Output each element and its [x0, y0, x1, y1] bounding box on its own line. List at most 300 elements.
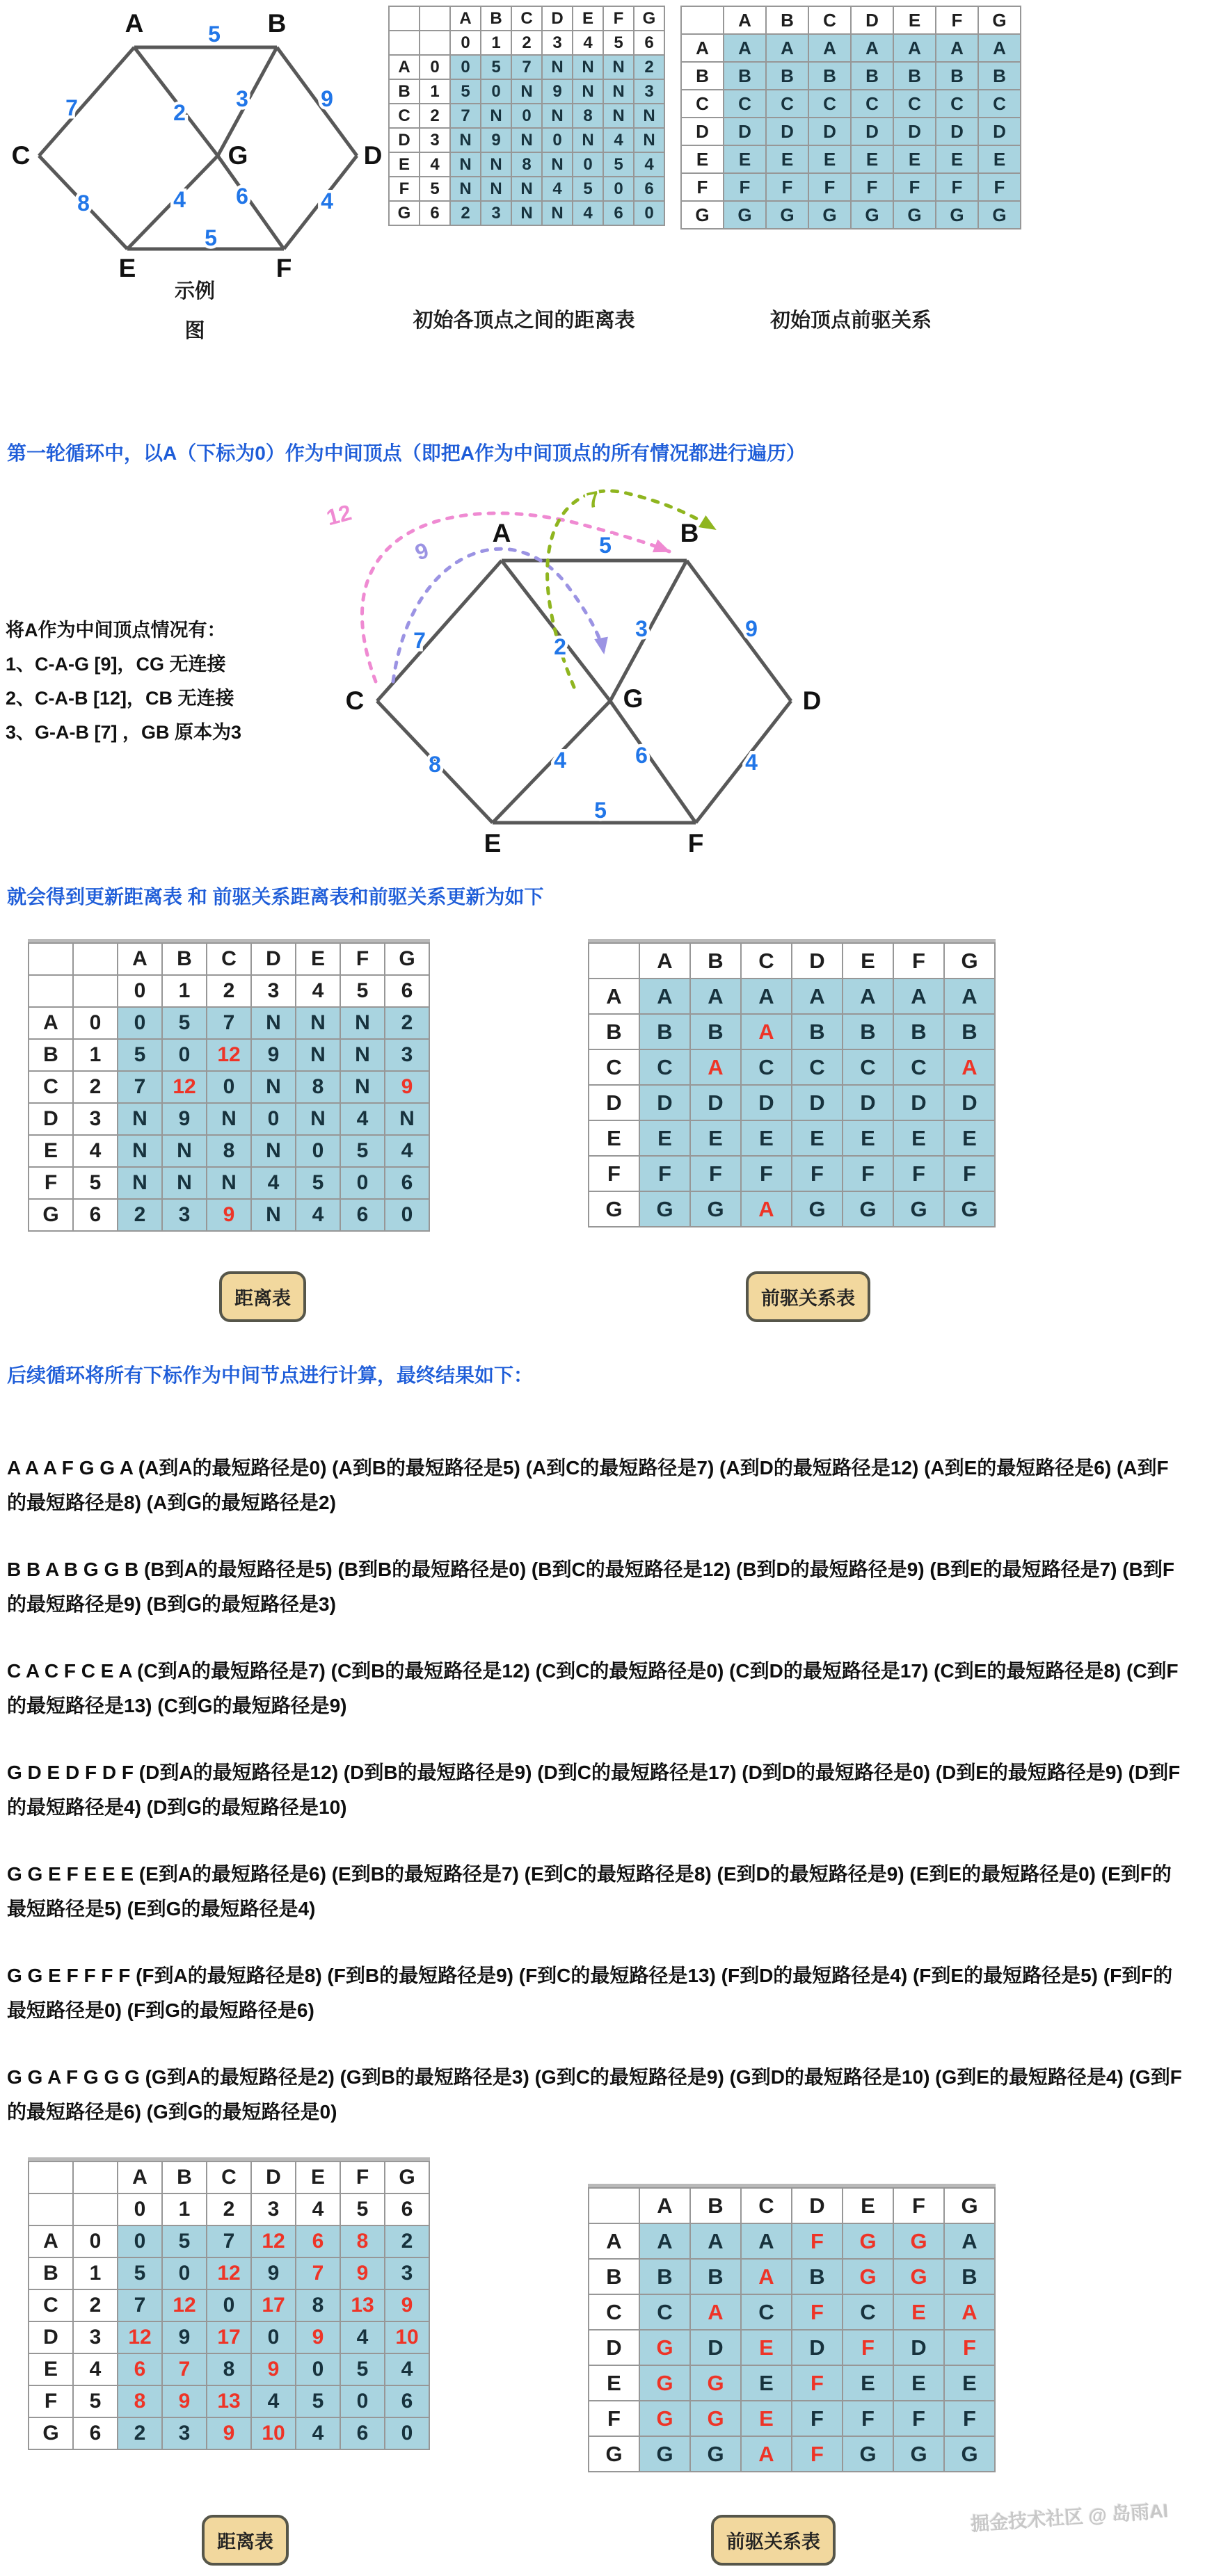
data-cell: N [450, 152, 481, 177]
data-cell: 9 [207, 2417, 251, 2449]
data-cell: E [893, 1120, 944, 1156]
edge-weight-label: 6 [635, 743, 648, 768]
data-cell: 3 [634, 79, 664, 104]
data-cell: 6 [385, 2385, 429, 2417]
row-header-cell: G [589, 1191, 639, 1227]
data-cell: B [944, 1014, 995, 1049]
data-cell: A [808, 34, 851, 62]
row-index-cell: 1 [73, 2257, 118, 2289]
data-cell: F [893, 2401, 944, 2436]
data-cell: 6 [340, 1199, 385, 1231]
column-index-cell: 5 [340, 975, 385, 1007]
data-cell: 4 [296, 2417, 340, 2449]
data-cell: F [792, 2436, 843, 2472]
data-cell: 5 [573, 177, 603, 201]
distance-table-button[interactable]: 距离表 [219, 1271, 306, 1322]
data-cell: 13 [207, 2385, 251, 2417]
data-cell: 3 [481, 201, 511, 225]
data-cell: B [724, 62, 766, 90]
data-cell: A [851, 34, 893, 62]
column-header-cell: F [936, 6, 978, 34]
data-cell: G [792, 1191, 843, 1227]
data-cell: 7 [296, 2257, 340, 2289]
data-cell: 0 [118, 2225, 162, 2257]
example-graph [6, 4, 385, 296]
data-cell: B [690, 2259, 741, 2294]
data-cell: F [978, 173, 1021, 201]
data-cell: F [690, 1156, 741, 1191]
data-cell: 0 [450, 55, 481, 79]
row-header-cell: F [29, 1167, 73, 1199]
column-header-cell: F [340, 943, 385, 975]
initial-pred-table-container [680, 6, 1021, 230]
data-cell: D [808, 118, 851, 145]
data-cell: A [936, 34, 978, 62]
corner-cell [389, 6, 420, 31]
data-cell: D [792, 1085, 843, 1120]
final-distance-table-container [28, 2161, 430, 2450]
data-cell: D [843, 1085, 893, 1120]
data-cell: 4 [603, 128, 634, 152]
data-cell: G [893, 2259, 944, 2294]
data-cell: N [511, 201, 542, 225]
data-cell: 0 [340, 1167, 385, 1199]
corner-cell [420, 31, 450, 55]
column-header-cell: C [741, 2188, 792, 2223]
data-cell: 5 [340, 2353, 385, 2385]
data-cell: C [766, 90, 808, 118]
data-cell: A [792, 979, 843, 1014]
data-cell: 4 [251, 2385, 296, 2417]
initial-pred-caption: 初始顶点前驱关系 [769, 309, 932, 332]
column-index-cell: 6 [385, 2193, 429, 2225]
graph-edge [610, 561, 687, 701]
notes-item: 3、G-A-B [7] ，GB 原本为3 [6, 722, 242, 743]
column-header-cell: G [944, 2188, 995, 2223]
column-index-cell: 1 [481, 31, 511, 55]
row-header-cell: A [681, 34, 724, 62]
data-cell: G [893, 2223, 944, 2259]
data-cell: 0 [385, 2417, 429, 2449]
data-cell: N [207, 1167, 251, 1199]
row-header-cell: B [389, 79, 420, 104]
vertex-label: D [802, 686, 822, 715]
column-index-cell: 3 [542, 31, 573, 55]
edge-weight-label: 5 [208, 22, 221, 47]
data-cell: 0 [511, 104, 542, 128]
data-cell: 0 [634, 201, 664, 225]
edge-weight-label: 5 [599, 533, 612, 558]
row-header-cell: B [589, 2259, 639, 2294]
data-cell: 2 [385, 2225, 429, 2257]
row-index-cell: 6 [73, 1199, 118, 1231]
data-cell: F [944, 2330, 995, 2365]
data-cell: 12 [118, 2321, 162, 2353]
data-cell: G [944, 2436, 995, 2472]
data-cell: 3 [385, 2257, 429, 2289]
edge-weight-label: 7 [65, 95, 78, 120]
row-header-cell: A [29, 1007, 73, 1039]
data-cell: 9 [251, 1039, 296, 1071]
vertex-label: F [687, 829, 704, 858]
column-index-cell: 2 [207, 2193, 251, 2225]
column-header-cell: D [792, 2188, 843, 2223]
row-index-cell: 6 [73, 2417, 118, 2449]
round1-heading: 第一轮循环中，以A（下标为0）作为中间顶点（即把A作为中间顶点的所有情况都进行遍历） [7, 442, 806, 464]
column-index-cell: 0 [118, 2193, 162, 2225]
data-cell: F [792, 2365, 843, 2401]
data-cell: B [893, 1014, 944, 1049]
row-index-cell: 0 [73, 2225, 118, 2257]
data-cell: E [741, 2401, 792, 2436]
distance-table-button-2[interactable]: 距离表 [202, 2515, 289, 2566]
corner-cell [73, 975, 118, 1007]
column-header-cell: D [251, 943, 296, 975]
row-index-cell: 3 [73, 2321, 118, 2353]
graph-edge [610, 701, 696, 823]
data-cell: F [792, 2294, 843, 2330]
column-index-cell: 4 [296, 975, 340, 1007]
row-header-cell: E [29, 2353, 73, 2385]
data-cell: N [118, 1103, 162, 1135]
data-cell: 9 [162, 2321, 207, 2353]
row-index-cell: 3 [420, 128, 450, 152]
data-cell: F [843, 2330, 893, 2365]
corner-cell [589, 2188, 639, 2223]
column-header-cell: C [808, 6, 851, 34]
data-cell: 9 [385, 2289, 429, 2321]
data-cell: 6 [296, 2225, 340, 2257]
data-cell: F [936, 173, 978, 201]
edge-weight-label: 8 [77, 191, 90, 216]
data-cell: A [978, 34, 1021, 62]
graph-edge [277, 47, 357, 156]
data-cell: 6 [118, 2353, 162, 2385]
data-cell: 9 [251, 2257, 296, 2289]
data-cell: 9 [162, 1103, 207, 1135]
column-header-cell: A [639, 2188, 690, 2223]
data-cell: E [936, 145, 978, 173]
row-index-cell: 0 [73, 1007, 118, 1039]
data-cell: A [741, 2259, 792, 2294]
example-graph-caption [139, 275, 250, 344]
data-cell: 4 [385, 1135, 429, 1167]
column-index-cell: 1 [162, 975, 207, 1007]
data-cell: 8 [118, 2385, 162, 2417]
data-cell: D [893, 1085, 944, 1120]
row-header-cell: C [681, 90, 724, 118]
data-cell: C [851, 90, 893, 118]
data-cell: F [843, 1156, 893, 1191]
data-cell: G [843, 2436, 893, 2472]
data-cell: G [978, 201, 1021, 229]
data-cell: 12 [251, 2225, 296, 2257]
data-cell: 5 [296, 1167, 340, 1199]
data-cell: 13 [340, 2289, 385, 2321]
data-cell: 12 [162, 2289, 207, 2321]
data-cell: N [481, 177, 511, 201]
data-cell: N [251, 1071, 296, 1103]
data-cell: N [573, 55, 603, 79]
column-index-cell: 3 [251, 2193, 296, 2225]
column-header-cell: G [978, 6, 1021, 34]
row-header-cell: D [681, 118, 724, 145]
notes-item: 2、C-A-B [12]，CB 无连接 [6, 688, 234, 709]
shortcut-arrow-C-A-B [362, 513, 669, 682]
round1-distance-table-wrap [28, 939, 430, 1232]
data-cell: 3 [162, 1199, 207, 1231]
row-header-cell: A [589, 979, 639, 1014]
data-cell: N [542, 152, 573, 177]
data-cell: F [893, 1156, 944, 1191]
final-heading: 后续循环将所有下标作为中间节点进行计算，最终结果如下： [7, 1365, 534, 1386]
data-cell: 9 [340, 2257, 385, 2289]
pred-table-button[interactable]: 前驱关系表 [746, 1271, 870, 1322]
column-header-cell: B [690, 2188, 741, 2223]
vertex-label: F [276, 254, 292, 282]
data-cell: 7 [118, 1071, 162, 1103]
data-cell: 9 [481, 128, 511, 152]
data-cell: 9 [162, 2385, 207, 2417]
data-cell: 2 [450, 201, 481, 225]
column-index-cell: 5 [603, 31, 634, 55]
data-cell: N [450, 177, 481, 201]
data-cell: D [690, 1085, 741, 1120]
result-paragraph: G D E D F D F (D到A的最短路径是12) (D到B的最短路径是9) (D到C的最短路径是17) (D到D的最短路径是0) (D到E的最短路径是9) (D到F的最短路径是4) (D到G的最短路径是10) [7, 1762, 1181, 1818]
row-index-cell: 5 [73, 1167, 118, 1199]
data-cell: 2 [118, 1199, 162, 1231]
column-header-cell: C [207, 943, 251, 975]
data-cell: C [843, 2294, 893, 2330]
row-header-cell: E [389, 152, 420, 177]
result-paragraph: A A A F G G A (A到A的最短路径是0) (A到B的最短路径是5) (A到C的最短路径是7) (A到D的最短路径是12) (A到E的最短路径是6) (A到F的最短路径是8) (A到G的最短路径是2) [7, 1457, 1169, 1513]
data-cell: A [741, 979, 792, 1014]
row-header-cell: B [29, 2257, 73, 2289]
corner-cell [389, 31, 420, 55]
data-cell: 2 [385, 1007, 429, 1039]
column-header-cell: D [851, 6, 893, 34]
data-cell: G [639, 1191, 690, 1227]
after-round1-heading: 就会得到更新距离表 和 前驱关系距离表和前驱关系更新为如下 [7, 886, 544, 908]
column-header-cell: C [511, 6, 542, 31]
edge-weight-label: 3 [635, 616, 648, 641]
column-header-cell: E [893, 6, 936, 34]
data-cell: 0 [207, 2289, 251, 2321]
graph-edge [39, 47, 134, 156]
column-header-cell: A [724, 6, 766, 34]
row-header-cell: F [589, 1156, 639, 1191]
row-header-cell: E [589, 2365, 639, 2401]
data-cell: 7 [207, 1007, 251, 1039]
column-index-cell: 6 [385, 975, 429, 1007]
row-header-cell: E [681, 145, 724, 173]
data-cell: 4 [251, 1167, 296, 1199]
data-cell: G [893, 201, 936, 229]
data-cell: 17 [251, 2289, 296, 2321]
data-cell: E [944, 1120, 995, 1156]
column-header-cell: E [296, 2162, 340, 2193]
data-cell: G [639, 2365, 690, 2401]
round1-distance-table-container [28, 942, 430, 1232]
data-cell: B [936, 62, 978, 90]
final-distance-table-wrap [28, 2157, 430, 2450]
row-index-cell: 4 [420, 152, 450, 177]
data-cell: 9 [385, 1071, 429, 1103]
row-index-cell: 5 [420, 177, 450, 201]
data-cell: 5 [481, 55, 511, 79]
column-header-cell: E [843, 943, 893, 979]
data-cell: E [944, 2365, 995, 2401]
edge-weight-label: 4 [745, 750, 758, 775]
data-cell: D [893, 2330, 944, 2365]
data-cell: 0 [385, 1199, 429, 1231]
data-cell: D [893, 118, 936, 145]
notes-title: 将A作为中间顶点情况有： [6, 620, 226, 641]
graph-edge [696, 701, 791, 823]
data-cell: G [766, 201, 808, 229]
data-cell: F [944, 1156, 995, 1191]
column-index-cell: 2 [207, 975, 251, 1007]
data-cell: G [893, 2436, 944, 2472]
data-cell: N [603, 104, 634, 128]
round1-pred-table-wrap [588, 939, 996, 1227]
data-cell: 6 [634, 177, 664, 201]
data-cell: G [639, 2436, 690, 2472]
data-cell: G [843, 2259, 893, 2294]
data-cell: B [978, 62, 1021, 90]
data-cell: F [639, 1156, 690, 1191]
column-header-cell: A [450, 6, 481, 31]
row-header-cell: D [589, 2330, 639, 2365]
row-header-cell: D [589, 1085, 639, 1120]
vertex-label: E [118, 254, 136, 282]
data-cell: 7 [162, 2353, 207, 2385]
data-cell: N [207, 1103, 251, 1135]
initial-pred-table [680, 6, 1021, 230]
column-header-cell: B [690, 943, 741, 979]
data-cell: 4 [573, 201, 603, 225]
data-cell: 0 [207, 1071, 251, 1103]
data-cell: 8 [573, 104, 603, 128]
data-cell: 7 [207, 2225, 251, 2257]
row-header-cell: E [589, 1120, 639, 1156]
data-cell: A [741, 2223, 792, 2259]
shortcut-arrow-C-A-G [393, 549, 604, 682]
data-cell: 0 [251, 2321, 296, 2353]
data-cell: 9 [207, 1199, 251, 1231]
data-cell: N [603, 55, 634, 79]
vertex-label: G [623, 684, 644, 713]
data-cell: D [724, 118, 766, 145]
data-cell: 5 [603, 152, 634, 177]
data-cell: 2 [118, 2417, 162, 2449]
data-cell: G [843, 1191, 893, 1227]
data-cell: N [634, 104, 664, 128]
data-cell: N [296, 1103, 340, 1135]
shortcut-arrow-label: 9 [411, 537, 432, 565]
column-header-cell: F [893, 943, 944, 979]
data-cell: D [766, 118, 808, 145]
example-caption-line1: 示例 [174, 280, 215, 303]
data-cell: B [851, 62, 893, 90]
data-cell: E [893, 2294, 944, 2330]
row-header-cell: C [589, 2294, 639, 2330]
data-cell: A [893, 979, 944, 1014]
data-cell: C [724, 90, 766, 118]
data-cell: 0 [118, 1007, 162, 1039]
row-index-cell: 6 [420, 201, 450, 225]
data-cell: 7 [511, 55, 542, 79]
graph-edge [493, 701, 610, 823]
data-cell: E [741, 2365, 792, 2401]
edge-weight-label: 5 [594, 798, 607, 823]
edge-weight-label: 5 [205, 225, 217, 250]
data-cell: D [690, 2330, 741, 2365]
data-cell: 0 [573, 152, 603, 177]
vertex-label: A [125, 9, 144, 38]
column-header-cell: E [573, 6, 603, 31]
notes-items [6, 647, 241, 750]
column-header-cell: A [118, 943, 162, 975]
data-cell: 4 [542, 177, 573, 201]
corner-cell [589, 943, 639, 979]
data-cell: N [481, 152, 511, 177]
data-cell: C [893, 1049, 944, 1085]
graph-edge [687, 561, 791, 701]
data-cell: F [724, 173, 766, 201]
data-cell: N [511, 177, 542, 201]
row-header-cell: B [681, 62, 724, 90]
row-header-cell: E [29, 1135, 73, 1167]
edge-weight-label: 2 [173, 100, 186, 125]
data-cell: A [690, 1049, 741, 1085]
data-cell: E [808, 145, 851, 173]
row-index-cell: 0 [420, 55, 450, 79]
row-header-cell: C [29, 1071, 73, 1103]
data-cell: N [542, 104, 573, 128]
data-cell: N [573, 128, 603, 152]
data-cell: E [978, 145, 1021, 173]
data-cell: 17 [207, 2321, 251, 2353]
edge-weight-label: 4 [173, 187, 186, 212]
pred-table-button-2[interactable]: 前驱关系表 [711, 2515, 836, 2566]
data-cell: 9 [251, 2353, 296, 2385]
data-cell: N [340, 1071, 385, 1103]
column-header-cell: G [385, 2162, 429, 2193]
notes-item: 1、C-A-G [9]，CG 无连接 [6, 654, 226, 675]
data-cell: 2 [634, 55, 664, 79]
data-cell: E [792, 1120, 843, 1156]
data-cell: B [639, 1014, 690, 1049]
vertex-label: E [484, 829, 502, 858]
data-cell: B [808, 62, 851, 90]
data-cell: D [741, 1085, 792, 1120]
data-cell: 4 [385, 2353, 429, 2385]
final-pred-table-wrap [588, 2184, 996, 2472]
result-paragraph: B B A B G G B (B到A的最短路径是5) (B到B的最短路径是0) (B到C的最短路径是12) (B到D的最短路径是9) (B到E的最短路径是7) (B到F的最短路径是9) (B到G的最短路径是3) [7, 1559, 1174, 1615]
data-cell: 12 [162, 1071, 207, 1103]
data-cell: F [741, 1156, 792, 1191]
corner-cell [420, 6, 450, 31]
row-header-cell: F [29, 2385, 73, 2417]
data-cell: N [296, 1007, 340, 1039]
data-cell: E [766, 145, 808, 173]
data-cell: N [603, 79, 634, 104]
column-index-cell: 4 [296, 2193, 340, 2225]
row-index-cell: 4 [73, 2353, 118, 2385]
column-index-cell: 5 [340, 2193, 385, 2225]
data-cell: E [639, 1120, 690, 1156]
